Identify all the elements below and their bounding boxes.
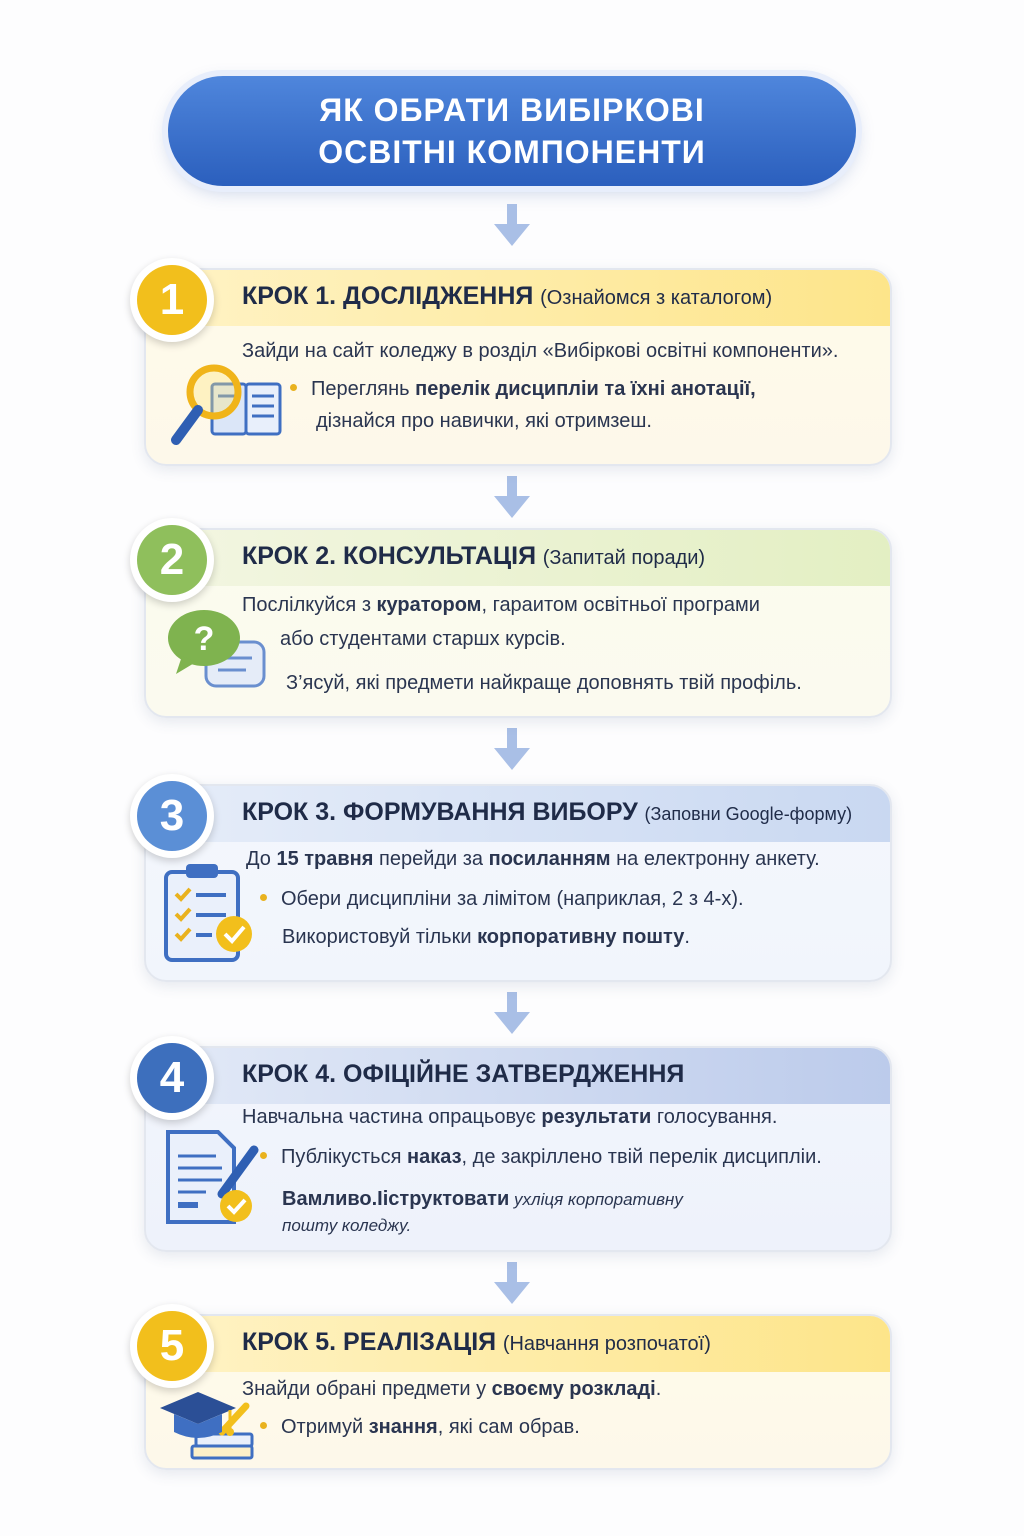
step-1-line-3: дізнайся про навички, які отримзеш. — [316, 410, 652, 432]
bullet-dot — [260, 1422, 267, 1429]
step-3-line-2 — [260, 888, 744, 911]
down-arrow-icon — [494, 728, 530, 772]
step-2-line-1b: куратором — [376, 594, 482, 616]
step-4-line-2c: , де закріллено твій перелік дисципліи. — [461, 1146, 822, 1168]
step-3-line-3c: . — [684, 926, 690, 948]
magnifier-book-icon — [168, 362, 288, 452]
step-4-badge — [130, 1036, 214, 1120]
step-4-line-1 — [242, 1106, 777, 1129]
step-2-badge — [130, 518, 214, 602]
step-2-title-text: КРОК 2. КОНСУЛЬТАЦІЯ — [242, 542, 537, 570]
step-2-line-1 — [242, 594, 760, 617]
step-4-line-2 — [260, 1146, 822, 1169]
step-4-line-4: пошту коледжу. — [282, 1216, 412, 1235]
step-5-line-1 — [242, 1378, 661, 1401]
checklist-clipboard-icon — [162, 862, 262, 966]
step-4-line-3 — [282, 1188, 683, 1211]
step-2-card — [144, 528, 892, 718]
step-5-subtitle: (Навчання розпочатої) — [502, 1333, 711, 1355]
step-1-title-text: КРОК 1. ДОСЛІДЖЕННЯ — [242, 282, 534, 310]
step-4-line-3a: Вамливо.Ііструктовати — [282, 1188, 510, 1210]
step-5-title-text: КРОК 5. РЕАЛІЗАЦІЯ — [242, 1328, 497, 1356]
step-3-line-1e: на електронну анкету. — [610, 848, 820, 870]
step-5-line-1c: . — [655, 1378, 662, 1400]
step-2-title — [242, 542, 705, 571]
title-line-1: ЯК ОБРАТИ ВИБІРКОВІ — [319, 92, 705, 128]
step-3-subtitle: (Заповни Google-форму) — [644, 804, 853, 824]
step-1-line-1: Зайди на сайт коледжу в розділ «Вибіркові освітні компоненти». — [242, 340, 839, 362]
step-1-line-2a: Переглянь — [311, 378, 416, 400]
step-4-title-text: КРОК 4. ОФІЦІЙНЕ ЗАТВЕРДЖЕННЯ — [242, 1060, 685, 1088]
step-2-line-1a: Послілкуйся з — [242, 594, 377, 616]
step-4-number: 4 — [137, 1043, 207, 1113]
step-3-line-1d: посиланням — [488, 848, 611, 870]
step-3-title — [242, 798, 852, 827]
step-1-card — [144, 268, 892, 466]
bullet-dot — [260, 894, 267, 901]
svg-text:?: ? — [193, 620, 215, 658]
step-1-subtitle: (Ознайомся з каталогом) — [540, 287, 773, 309]
down-arrow-icon — [494, 476, 530, 520]
step-4-line-3b: ухліця корпоративну — [509, 1190, 683, 1209]
title-line-2: ОСВІТНІ КОМПОНЕНТИ — [318, 134, 706, 170]
step-4-line-1b: результати — [541, 1106, 652, 1128]
down-arrow-icon — [494, 204, 530, 248]
step-3-number: 3 — [137, 781, 207, 851]
step-3-line-3b: корпоративну пошту — [477, 926, 685, 948]
step-3-line-3a: Використовуй тільки — [282, 926, 478, 948]
step-1-badge — [130, 258, 214, 342]
step-5-number: 5 — [137, 1311, 207, 1381]
step-2-line-2: або студентами старшх курсів. — [280, 628, 566, 650]
bullet-dot — [290, 384, 297, 391]
down-arrow-icon — [494, 992, 530, 1036]
step-5-line-2 — [260, 1416, 580, 1439]
step-5-line-2b: знання — [368, 1416, 438, 1438]
step-2-line-3: З’ясуй, які предмети найкраще доповнять твій профіль. — [286, 672, 802, 694]
step-4-line-1c: голосування. — [651, 1106, 778, 1128]
title-banner — [168, 76, 856, 186]
bullet-dot — [260, 1152, 267, 1159]
step-3-line-3 — [282, 926, 690, 949]
step-3-card — [144, 784, 892, 982]
step-2-line-1c: , гараитом освітньої програми — [481, 594, 760, 616]
step-2-number: 2 — [137, 525, 207, 595]
step-5-title — [242, 1328, 711, 1357]
step-5-card — [144, 1314, 892, 1470]
step-4-line-1a: Навчальна частина опрацьовує — [242, 1106, 542, 1128]
step-4-title — [242, 1060, 684, 1089]
step-3-line-1a: До — [246, 848, 277, 870]
step-4-card — [144, 1046, 892, 1252]
step-4-line-2b: наказ — [407, 1146, 462, 1168]
step-5-line-1a: Знайди обрані предмети у — [242, 1378, 492, 1400]
step-1-title — [242, 282, 772, 311]
step-3-line-1c: перейди за — [373, 848, 489, 870]
step-5-badge — [130, 1304, 214, 1388]
step-4-line-2a: Публікусться — [281, 1146, 407, 1168]
down-arrow-icon — [494, 1262, 530, 1306]
step-3-line-1b: 15 травня — [276, 848, 374, 870]
step-3-line-1 — [246, 848, 820, 871]
question-chat-icon — [162, 608, 272, 698]
step-1-number: 1 — [137, 265, 207, 335]
step-3-title-text: КРОК 3. ФОРМУВАННЯ ВИБОРУ — [242, 798, 638, 826]
step-3-line-2-text: Обери дисципліни за лімітом (наприклая, 2 з 4-х). — [281, 888, 744, 910]
step-5-line-1b: своєму розкладі — [491, 1378, 656, 1400]
step-3-badge — [130, 774, 214, 858]
step-5-line-2c: , які сам обрав. — [437, 1416, 580, 1438]
step-2-subtitle: (Запитай поради) — [542, 547, 706, 569]
document-pen-check-icon — [162, 1128, 266, 1232]
step-1-line-2b: перелік дисципліи та їхні анотації, — [415, 378, 756, 400]
step-1-line-2 — [290, 378, 756, 401]
step-5-line-2a: Отримуй — [281, 1416, 369, 1438]
